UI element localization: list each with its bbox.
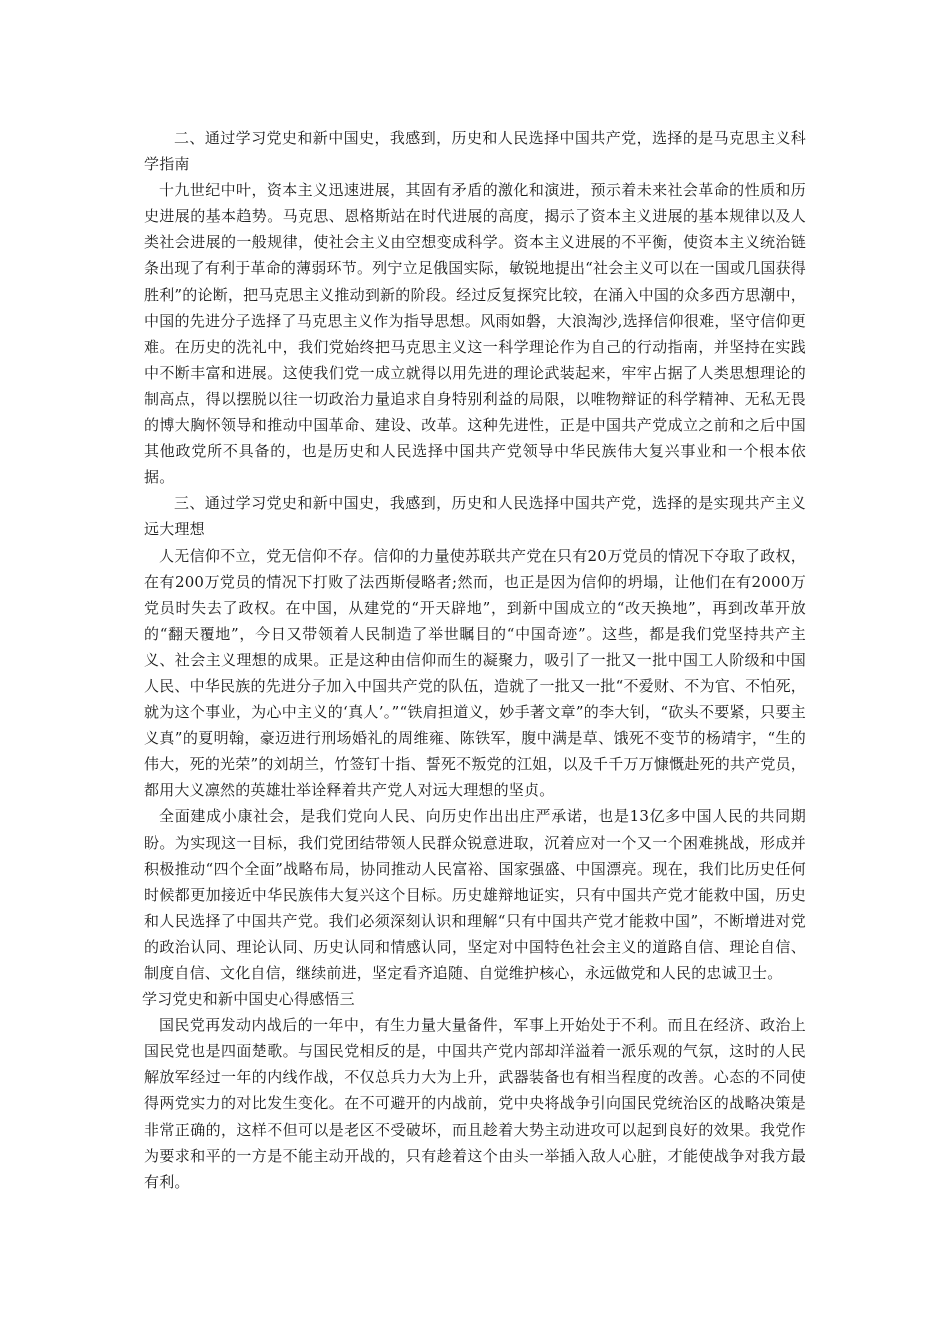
article-title: 学习党史和新中国史心得感悟三 [142,990,355,1009]
document-body [144,125,806,1195]
section-heading-3: 三、通过学习党史和新中国史，我感到，历史和人民选择中国共产党，选择的是实现共产主义远大理想 [144,494,806,539]
paragraph: 十九世纪中叶，资本主义迅速进展，其固有矛盾的激化和演进，预示着未来社会革命的性质和历史进展的基本趋势。马克思、恩格斯站在时代进展的高度，揭示了资本主义进展的基本规律以及人类社会进展的一般规律，使社会主义由空想变成科学。资本主义进展的不平衡，使资本主义统治链条出现了有利于革命的薄弱环节。列宁立足俄国实际，敏锐地提出“社会主义可以在一国或几国获得胜利”的论断，把马克思主义推动到新的阶段。经过反复探究比较，在涌入中国的众多西方思潮中，中国的先进分子选择了马克思主义作为指导思想。风雨如磐，大浪淘沙,选择信仰很难，坚守信仰更难。在历史的洗礼中，我们党始终把马克思主义这一科学理论作为自己的行动指南，并坚持在实践中不断丰富和进展。这使我们党一成立就得以用先进的理论武装起来，牢牢占据了人类思想理论的制高点，得以摆脱以往一切政治力量追求自身特别利益的局限，以唯物辩证的科学精神、无私无畏的博大胸怀领导和推动中国革命、建设、改革。这种先进性，正是中国共产党成立之前和之后中国其他政党所不具备的，也是历史和人民选择中国共产党领导中华民族伟大复兴事业和一个根本依据。 [144,181,806,487]
paragraph: 国民党再发动内战后的一年中，有生力量大量备件，军事上开始处于不利。而且在经济、政治上国民党也是四面楚歌。与国民党相反的是，中国共产党内部却洋溢着一派乐观的气氛，这时的人民解放军经过一年的内线作战，不仅总兵力大为上升，武器装备也有相当程度的改善。心态的不同使得两党实力的对比发生变化。在不可避开的内战前，党中央将战争引向国民党统治区的战略决策是非常正确的，这样不但可以是老区不受破坏，而且趁着大势主动进攻可以起到良好的效果。我党作为要求和平的一方是不能主动开战的，只有趁着这个由头一举插入敌人心脏，才能使战争对我方最有利。 [144,1016,806,1191]
paragraph: 人无信仰不立，党无信仰不存。信仰的力量使苏联共产党在只有20万党员的情况下夺取了政权，在有200万党员的情况下打败了法西斯侵略者;然而，也正是因为信仰的坍塌，让他们在有2000万党员时失去了政权。在中国，从建党的“开天辟地”，到新中国成立的“改天换地”，再到改革开放的“翻天覆地”，今日又带领着人民制造了举世瞩目的“中国奇迹”。这些，都是我们党坚持共产主义、社会主义理想的成果。正是这种由信仰而生的凝聚力，吸引了一批又一批中国工人阶级和中国人民、中华民族的先进分子加入中国共产党的队伍，造就了一批又一批“不爱财、不为官、不怕死，就为这个事业，为心中主义的‘真人’。”“铁肩担道义，妙手著文章”的李大钊，“砍头不要紧，只要主义真”的夏明翰，豪迈进行刑场婚礼的周维雍、陈铁军，腹中满是草、饿死不变节的杨靖宇，“生的伟大，死的光荣”的刘胡兰，竹签钉十指、誓死不叛党的江姐，以及千千万万慷慨赴死的共产党员，都用大义凛然的英雄壮举诠释着共产党人对远大理想的坚贞。 [144,546,806,800]
paragraph: 全面建成小康社会，是我们党向人民、向历史作出出庄严承诺，也是13亿多中国人民的共同期盼。为实现这一目标，我们党团结带领人民群众锐意进取，沉着应对一个又一个困难挑战，形成并积极推动“四个全面”战略布局，协同推动人民富裕、国家强盛、中国漂亮。现在，我们比历史任何时候都更加接近中华民族伟大复兴这个目标。历史雄辩地证实，只有中国共产党才能救中国，历史和人民选择了中国共产党。我们必须深刻认识和理解“只有中国共产党才能救中国”，不断增进对党的政治认同、理论认同、历史认同和情感认同，坚定对中国特色社会主义的道路自信、理论自信、制度自信、文化自信，继续前进，坚定看齐追随、自觉维护核心，永远做党和人民的忠诚卫士。 [144,807,806,982]
section-heading-2: 二、通过学习党史和新中国史，我感到，历史和人民选择中国共产党，选择的是马克思主义科学指南 [144,129,806,174]
